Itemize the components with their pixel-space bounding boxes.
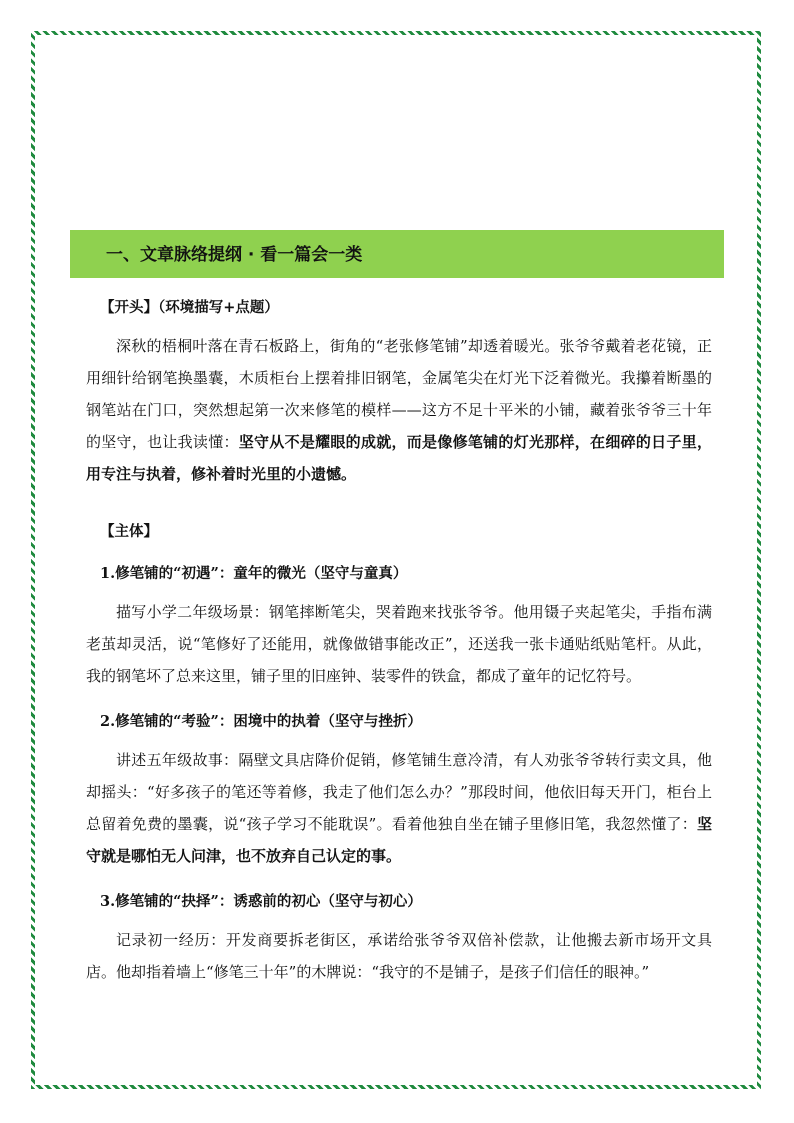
subsection-text-1: 描写小学二年级场景：钢笔摔断笔尖，哭着跑来找张爷爷。他用镊子夹起笔尖，手指布满老茧却灵活，说“笔修好了还能用，就像做错事能改正”，还送我一张卡通贴纸贴笔杆。从此，我的钢笔坏了总来这里，铺子里的旧座钟、装零件的铁盒，都成了童年的记忆符号。 [86,603,712,685]
section-title: 一、文章脉络提纲 · 看一篇会一类 [106,245,363,265]
opening-heading: 【开头】（环境描写+点题） [100,299,279,316]
subsection-paragraph-2 [86,744,712,872]
subsection-paragraph-1 [86,596,712,692]
subsection-text-3: 记录初一经历：开发商要拆老街区，承诺给张爷爷双倍补偿款，让他搬去新市场开文具店。他却指着墙上“修笔三十年”的木牌说：“我守的不是铺子，是孩子们信任的眼神。” [86,931,712,981]
opening-bold-text: 坚守从不是耀眼的成就，而是像修笔铺的灯光那样，在细碎的日子里，用专注与执着，修补着时光里的小遗憾。 [86,433,712,483]
body-heading: 【主体】 [100,523,158,540]
opening-paragraph [86,330,712,490]
subsection-bold-2: 坚守就是哪怕无人问津，也不放弃自己认定的事。 [86,815,712,865]
subsection-heading-1: 1.修笔铺的“初遇”：童年的微光（坚守与童真） [100,565,408,582]
subsection-heading-3: 3.修笔铺的“抉择”：诱惑前的初心（坚守与初心） [100,893,422,910]
subsection-paragraph-3 [86,924,712,988]
section-banner [70,230,724,278]
article-content [86,296,712,988]
subsection-heading-2: 2.修笔铺的“考验”：困境中的执着（坚守与挫折） [100,713,422,730]
subsection-text-2: 讲述五年级故事：隔壁文具店降价促销，修笔铺生意冷清，有人劝张爷爷转行卖文具，他却摇头：“好多孩子的笔还等着修，我走了他们怎么办？”那段时间，他依旧每天开门，柜台上总留着免费的墨囊，说“孩子学习不能耽误”。看着他独自坐在铺子里修旧笔，我忽然懂了： [86,751,712,833]
opening-text: 深秋的梧桐叶落在青石板路上，街角的“老张修笔铺”却透着暖光。张爷爷戴着老花镜，正用细针给钢笔换墨囊，木质柜台上摆着排旧钢笔，金属笔尖在灯光下泛着微光。我攥着断墨的钢笔站在门口，突然想起第一次来修笔的模样——这方不足十平米的小铺，藏着张爷爷三十年的坚守，也让我读懂： [86,337,712,451]
